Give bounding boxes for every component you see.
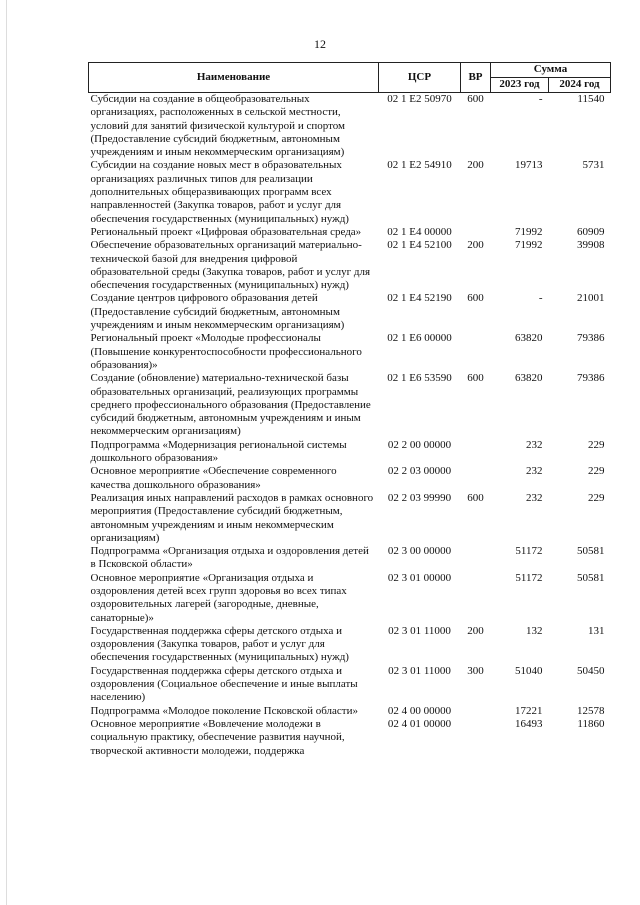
row-name: Региональный проект «Молодые профессионалы (Повышение конкурентоспособности профессионального образования)»	[90, 332, 362, 371]
row-2024: 60909	[577, 225, 605, 238]
row-csr: 02 3 00 00000	[387, 545, 452, 558]
table-row	[89, 718, 611, 758]
row-2024: 50450	[577, 664, 605, 677]
row-2023: 132	[526, 624, 543, 637]
row-2024: 229	[588, 438, 605, 451]
row-name: Подпрограмма «Модернизация региональной системы дошкольного образования»	[90, 438, 347, 465]
table-row	[89, 93, 611, 160]
row-vr: 600	[467, 93, 484, 105]
row-name: Создание центров цифрового образования детей (Предоставление субсидий бюджетным, автономным учреждениям и иным некоммерческим организациям)	[90, 292, 345, 332]
row-csr: 02 4 01 00000	[387, 717, 452, 730]
row-2023: -	[538, 93, 543, 105]
row-2024: 229	[588, 465, 605, 478]
row-2023: 19713	[515, 159, 543, 172]
row-2024: 131	[588, 624, 605, 637]
table-row	[89, 625, 611, 665]
row-2023: 51172	[515, 545, 543, 558]
row-name: Субсидии на создание в общеобразовательных организациях, расположенных в сельской местности, условий для занятий физической культурой и спортом (Предоставление субсидий бюджетным, автономным учреждениям и иным некоммерческим организациям)	[90, 93, 345, 159]
budget-table	[88, 62, 611, 758]
row-name: Подпрограмма «Молодое поколение Псковской области»	[90, 704, 359, 717]
row-2024: 11540	[577, 93, 605, 105]
row-csr: 02 1 E4 52190	[387, 292, 452, 305]
row-name: Государственная поддержка сферы детского отдыха и оздоровления (Закупка товаров, работ и услуг для обеспечения государственных (муниципальных) нужд)	[90, 624, 349, 664]
row-2024: 79386	[577, 372, 605, 385]
row-csr: 02 1 E2 50970	[387, 93, 452, 105]
row-vr: 300	[467, 664, 484, 677]
header-name: Наименование	[89, 63, 379, 93]
row-vr	[461, 226, 491, 239]
table-row	[89, 292, 611, 332]
row-name: Основное мероприятие «Вовлечение молодежи в социальную практику, обеспечение развития научной, творческой активности молодежи, поддержка	[90, 717, 345, 757]
row-csr: 02 1 E6 53590	[387, 372, 452, 385]
row-2023: 232	[526, 491, 543, 504]
row-2024: 50581	[577, 571, 605, 584]
row-vr	[461, 465, 491, 492]
row-vr	[461, 718, 491, 758]
row-vr	[461, 439, 491, 466]
row-name: Региональный проект «Цифровая образовательная среда»	[90, 225, 362, 238]
table-row	[89, 465, 611, 492]
row-name: Государственная поддержка сферы детского отдыха и оздоровления (Социальное обеспечение и иные выплаты населению)	[90, 664, 358, 704]
row-2023: 51040	[515, 664, 543, 677]
row-2024: 5731	[582, 159, 605, 172]
row-vr: 200	[467, 159, 484, 172]
row-name: Подпрограмма «Организация отдыха и оздоровления детей в Псковской области»	[90, 545, 369, 571]
row-name: Создание (обновление) материально-технической базы образовательных организаций, реализующих программы среднего профессионального образования (Предоставление субсидий бюджетным, автономным учреждениям и иным некоммерческим организациям)	[90, 372, 371, 438]
row-2023: 71992	[515, 239, 543, 252]
row-2023: 63820	[515, 332, 543, 345]
row-name: Субсидии на создание новых мест в образовательных организациях различных типов для реализации дополнительных общеразвивающих программ всех направленностей (Закупка товаров, работ и услуг для обеспечения государственных (муниципальных) нужд)	[90, 159, 349, 225]
row-2024: 12578	[577, 704, 605, 717]
row-2024: 39908	[577, 239, 605, 252]
row-2023: 63820	[515, 372, 543, 385]
row-csr: 02 2 03 00000	[387, 465, 452, 478]
table-row	[89, 332, 611, 372]
row-csr: 02 1 E4 52100	[387, 239, 452, 252]
scan-edge	[6, 0, 7, 905]
header-year2: 2024 год	[549, 78, 611, 93]
row-csr: 02 1 E6 00000	[387, 332, 452, 345]
header-year1: 2023 год	[491, 78, 549, 93]
row-vr: 200	[467, 624, 484, 637]
row-name: Реализация иных направлений расходов в рамках основного мероприятия (Предоставление субсидий бюджетным, автономным учреждениям и иным некоммерческим организациям)	[90, 491, 374, 544]
row-vr: 200	[467, 239, 484, 252]
row-vr	[461, 705, 491, 718]
row-csr: 02 3 01 00000	[387, 571, 452, 584]
row-2024: 229	[588, 491, 605, 504]
row-2023: 51172	[515, 571, 543, 584]
row-vr: 600	[467, 372, 484, 385]
table-row	[89, 492, 611, 545]
table-row	[89, 439, 611, 466]
row-vr	[461, 332, 491, 372]
row-2023: 16493	[515, 717, 543, 730]
table-row	[89, 159, 611, 225]
row-name: Основное мероприятие «Обеспечение современного качества дошкольного образования»	[90, 465, 337, 491]
row-2023: -	[538, 292, 543, 305]
row-vr	[461, 545, 491, 572]
row-vr: 600	[467, 491, 484, 504]
row-csr: 02 1 E2 54910	[387, 159, 452, 172]
table-row	[89, 239, 611, 292]
row-2024: 79386	[577, 332, 605, 345]
row-2023: 17221	[515, 704, 543, 717]
row-csr: 02 2 03 99990	[387, 491, 452, 504]
row-vr: 600	[467, 292, 484, 305]
page-number: 12	[314, 37, 326, 51]
row-2024: 50581	[577, 545, 605, 558]
row-2023: 232	[526, 465, 543, 478]
table-row	[89, 572, 611, 625]
row-csr: 02 1 E4 00000	[387, 225, 452, 238]
row-2023: 232	[526, 438, 543, 451]
row-vr	[461, 572, 491, 625]
row-2024: 21001	[577, 292, 605, 305]
row-csr: 02 3 01 11000	[388, 664, 451, 677]
row-csr: 02 2 00 00000	[387, 438, 452, 451]
header-sum: Сумма	[491, 63, 611, 78]
header-csr: ЦСР	[379, 63, 461, 93]
row-name: Основное мероприятие «Организация отдыха и оздоровления детей всех групп здоровья во всех типах оздоровительных лагерей (загородные, дневные, санаторные)»	[90, 571, 347, 624]
table-row	[89, 226, 611, 239]
header-vr: ВР	[461, 63, 491, 93]
table-row	[89, 372, 611, 438]
table-row	[89, 665, 611, 705]
row-csr: 02 4 00 00000	[387, 704, 452, 717]
row-2024: 11860	[577, 717, 605, 730]
row-csr: 02 3 01 11000	[388, 624, 451, 637]
table-row	[89, 705, 611, 718]
row-name: Обеспечение образовательных организаций материально-технической базой для внедрения цифровой образовательной среды (Закупка товаров, работ и услуг для обеспечения государственных (муниципальных) нужд)	[90, 239, 371, 292]
table-row	[89, 545, 611, 572]
row-2023: 71992	[515, 225, 543, 238]
